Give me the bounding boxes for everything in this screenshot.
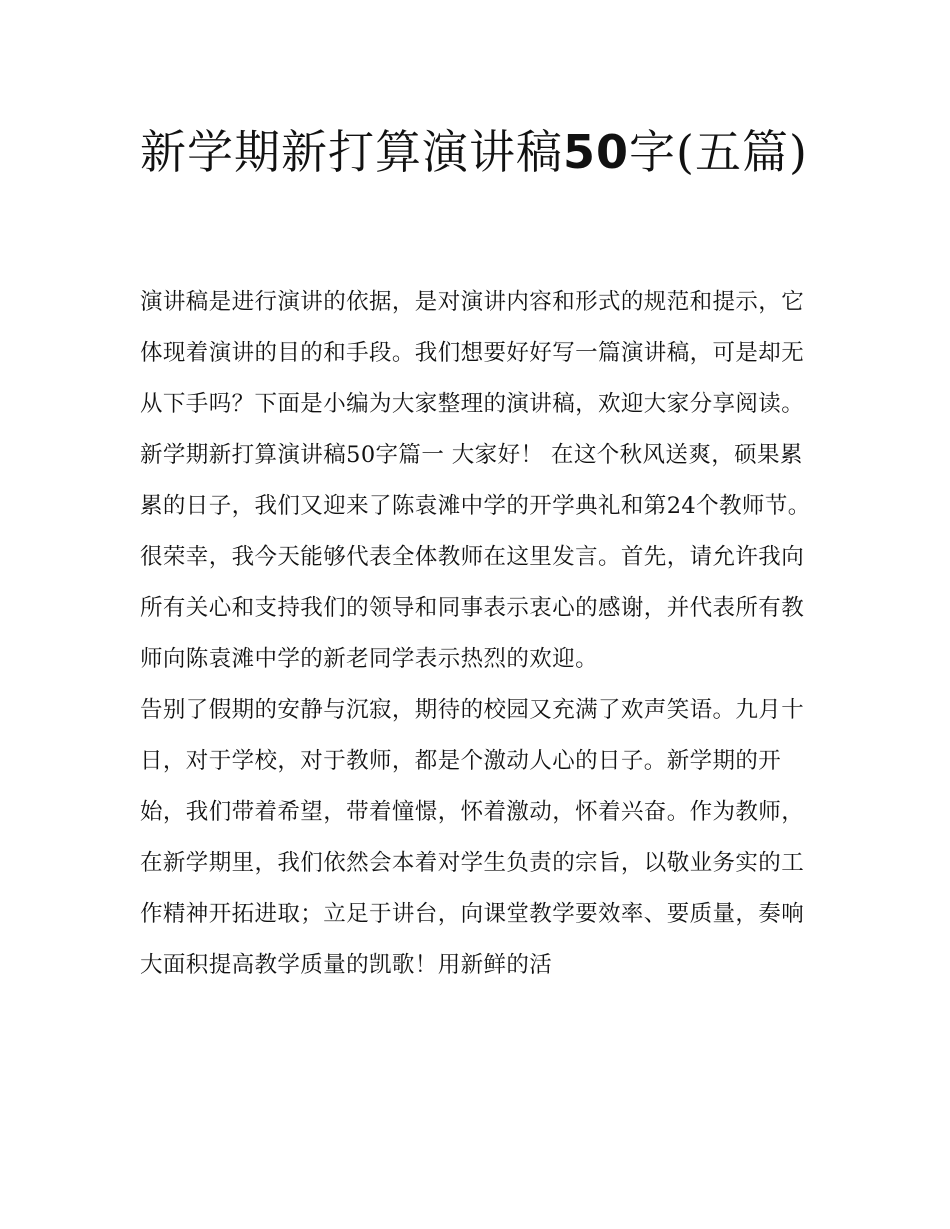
paragraph-welcome: 很荣幸，我今天能够代表全体教师在这里发言。首先，请允许我向所有关心和支持我们的领导和同事表示衷心的感谢，并代表所有教师向陈袁滩中学的新老同学表示热烈的欢迎。 xyxy=(140,544,805,672)
paragraph-new-semester: 告别了假期的安静与沉寂，期待的校园又充满了欢声笑语。九月十日，对于学校，对于教师，都是个激动人心的日子。新学期的开始，我们带着希望，带着憧憬，怀着激动，怀着兴奋。作为教师，在新学期里，我们依然会本着对学生负责的宗旨，以敬业务实的工作精神开拓进取；立足于讲台，向课堂教学要效率、要质量，奏响大面积提高教学质量的凯歌！用新鲜的活 xyxy=(140,697,805,978)
title-text-part1: 新学期新打算演讲稿 xyxy=(140,125,563,179)
title-number: 50 xyxy=(563,125,630,179)
document-body xyxy=(140,277,820,991)
paragraph-intro: 演讲稿是进行演讲的依据，是对演讲内容和形式的规范和提示，它体现着演讲的目的和手段。我们想要好好写一篇演讲稿，可是却无从下手吗？下面是小编为大家整理的演讲稿，欢迎大家分享阅读。 xyxy=(140,289,805,417)
title-text-part2: 字(五篇) xyxy=(629,125,808,179)
document-title xyxy=(140,112,810,192)
paragraph-speech-opening: 新学期新打算演讲稿50字篇一 大家好！ 在这个秋风送爽，硕果累累的日子，我们又迎来了陈袁滩中学的开学典礼和第24个教师节。 xyxy=(140,442,811,519)
